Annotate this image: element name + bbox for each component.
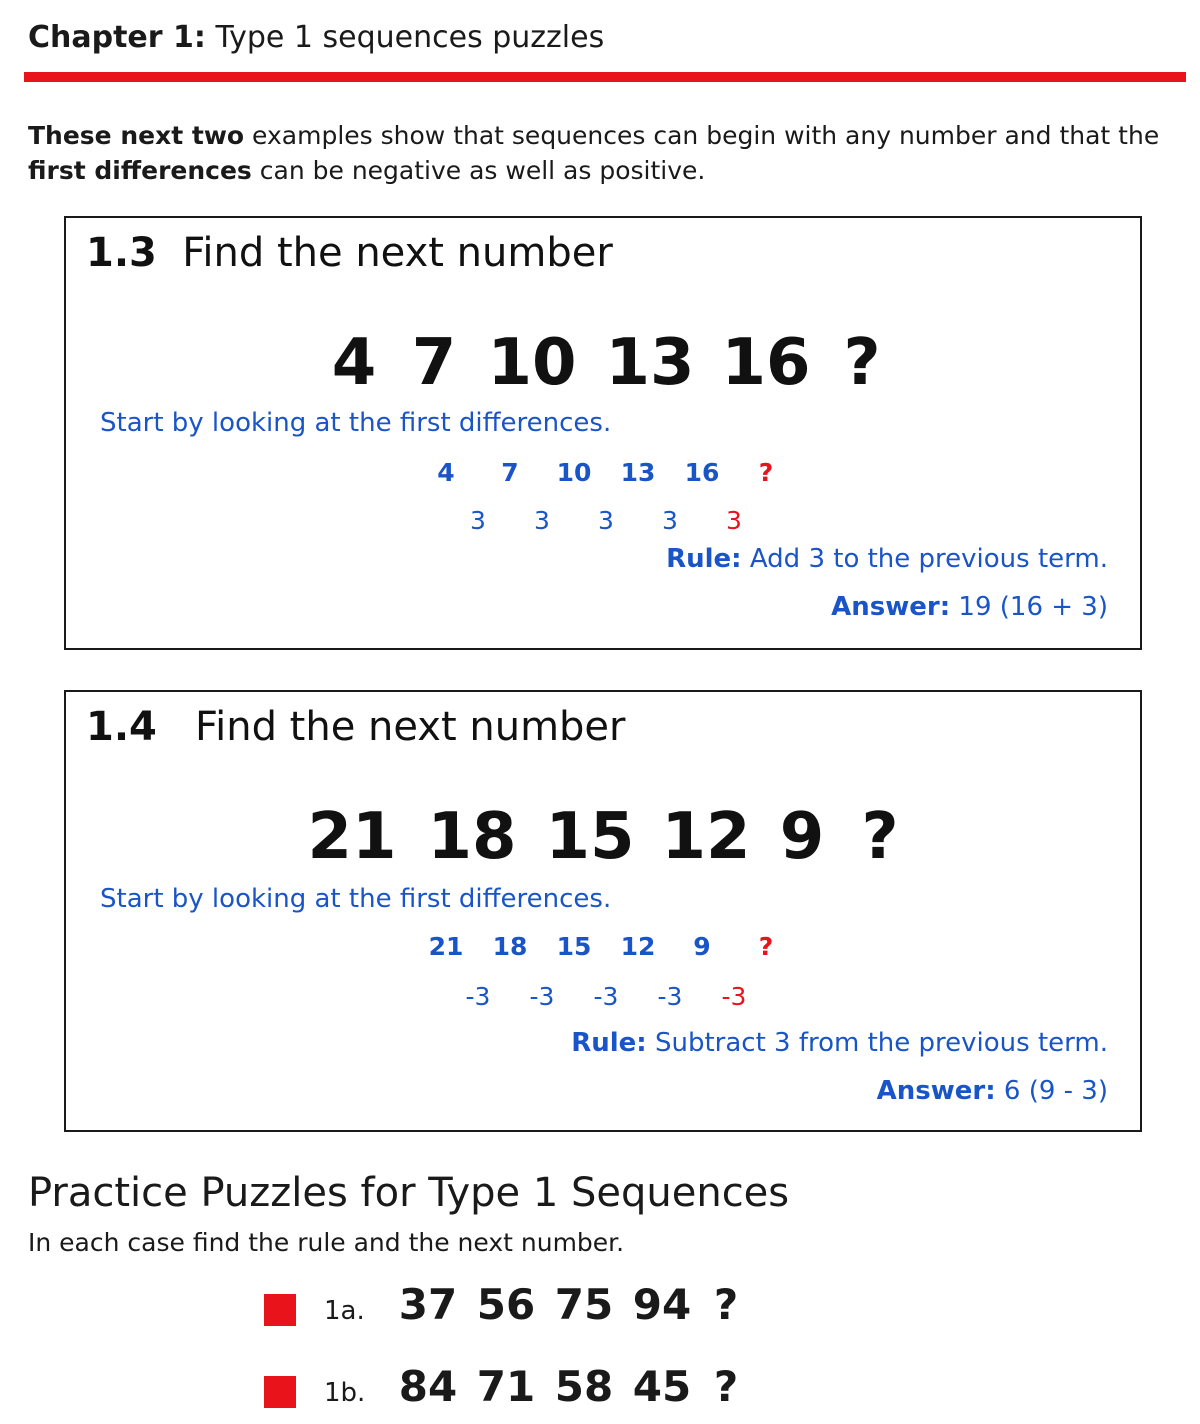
term: 12 [620, 932, 656, 961]
answer-label: Answer: [831, 592, 951, 622]
difference: -3 [465, 982, 491, 1011]
example-number: 1.3 [86, 230, 157, 276]
term: 21 [428, 932, 464, 961]
difference: -3 [593, 982, 619, 1011]
sequence-term: 84 [398, 1362, 458, 1411]
sequence-term: 71 [476, 1362, 536, 1411]
practice-instructions: In each case find the rule and the next number. [28, 1228, 625, 1257]
sequence-term: 12 [661, 800, 751, 874]
rule-label: Rule: [571, 1028, 647, 1058]
intro-bold-phrase: These next two [28, 121, 245, 150]
practice-sequence [264, 1362, 964, 1422]
sequence-term: 15 [545, 800, 635, 874]
term: 7 [501, 458, 519, 487]
rule-text: Add 3 to the previous term. [741, 544, 1108, 574]
rule-text: Subtract 3 from the previous term. [646, 1028, 1108, 1058]
rule-line [666, 544, 1108, 574]
intro-bold-term: first differences [28, 156, 252, 185]
sequence-term: 45 [632, 1362, 692, 1411]
example-heading: Find the next number [182, 230, 613, 276]
answer-label: Answer: [876, 1076, 996, 1106]
term-unknown: ? [758, 458, 774, 487]
terms-row [66, 458, 1140, 492]
example-title [86, 704, 625, 750]
difference: 3 [534, 506, 550, 535]
sequence-unknown: ? [861, 800, 899, 874]
sequence-term: 75 [554, 1280, 614, 1329]
sequence-term: 7 [411, 326, 457, 400]
rule-label: Rule: [666, 544, 742, 574]
hint-text: Start by looking at the first differences. [100, 408, 612, 438]
differences-row [66, 506, 1140, 540]
term: 13 [620, 458, 656, 487]
answer-line [831, 592, 1108, 622]
example-box-1-3 [64, 216, 1142, 650]
intro-paragraph [28, 118, 1188, 188]
sequence-term: 10 [487, 326, 577, 400]
answer-text: 6 (9 - 3) [995, 1076, 1108, 1106]
sequence-term: 37 [398, 1280, 458, 1329]
term: 10 [556, 458, 592, 487]
chapter-heading [28, 20, 604, 55]
sequence-term: 16 [721, 326, 811, 400]
intro-text: examples show that sequences can begin with any number and that the [244, 121, 1160, 150]
sequence-unknown: ? [843, 326, 881, 400]
sequence-term: 4 [331, 326, 377, 400]
sequence-term: 13 [605, 326, 695, 400]
sequence-unknown: ? [713, 1362, 739, 1411]
difference: 3 [470, 506, 486, 535]
difference-predicted: 3 [726, 506, 742, 535]
sequence-term: 18 [427, 800, 517, 874]
difference: -3 [657, 982, 683, 1011]
difference-predicted: -3 [721, 982, 747, 1011]
terms-row [66, 932, 1140, 966]
main-sequence [66, 800, 1140, 874]
term: 18 [492, 932, 528, 961]
answer-line [877, 1076, 1108, 1106]
sequence-unknown: ? [713, 1280, 739, 1329]
difference: 3 [662, 506, 678, 535]
sequence-term: 58 [554, 1362, 614, 1411]
example-number: 1.4 [86, 704, 157, 750]
practice-item-label: 1a. [324, 1296, 365, 1326]
term: 16 [684, 458, 720, 487]
practice-item-1b [264, 1362, 964, 1422]
practice-item-1a [264, 1280, 964, 1340]
practice-sequence [264, 1280, 964, 1340]
example-box-1-4 [64, 690, 1142, 1132]
sequence-term: 21 [307, 800, 397, 874]
example-title [86, 230, 613, 276]
answer-text: 19 (16 + 3) [950, 592, 1108, 622]
practice-item-label: 1b. [324, 1378, 366, 1408]
difference: 3 [598, 506, 614, 535]
sequence-term: 9 [779, 800, 825, 874]
chapter-title: Type 1 sequences puzzles [215, 20, 605, 55]
term: 4 [437, 458, 455, 487]
rule-line [571, 1028, 1108, 1058]
example-heading: Find the next number [195, 704, 626, 750]
header-divider [24, 72, 1186, 82]
sequence-term: 94 [632, 1280, 692, 1329]
sequence-term: 56 [476, 1280, 536, 1329]
practice-heading: Practice Puzzles for Type 1 Sequences [28, 1170, 790, 1216]
main-sequence [66, 326, 1140, 400]
difference: -3 [529, 982, 555, 1011]
intro-text-end: can be negative as well as positive. [251, 156, 706, 185]
differences-row [66, 982, 1140, 1016]
term: 9 [693, 932, 711, 961]
term: 15 [556, 932, 592, 961]
term-unknown: ? [758, 932, 774, 961]
chapter-label: Chapter 1: [28, 20, 206, 55]
hint-text: Start by looking at the first differences. [100, 884, 612, 914]
